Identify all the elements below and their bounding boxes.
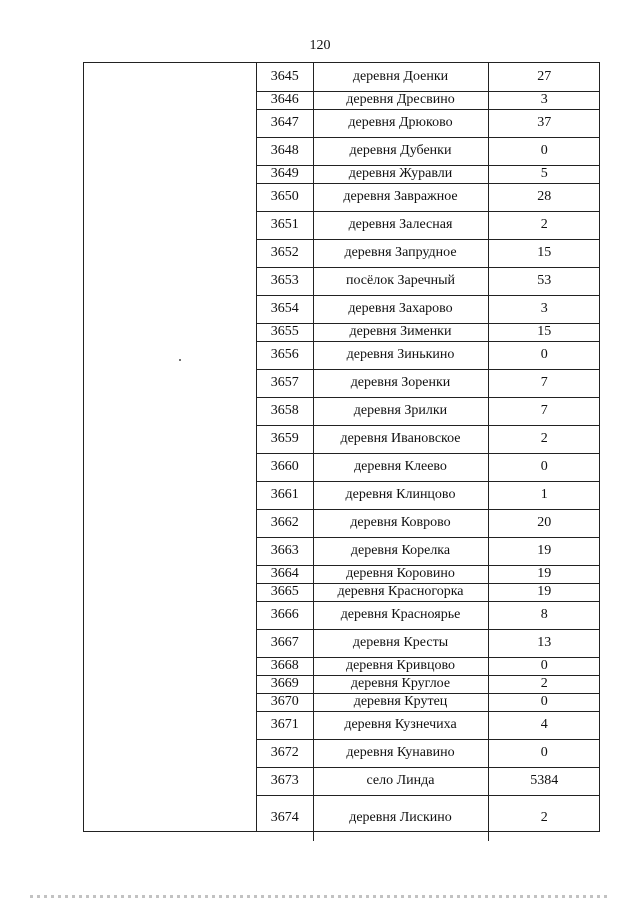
- table-row: [257, 211, 600, 239]
- settlement-number: 3647: [257, 109, 313, 137]
- settlement-value: 19: [488, 583, 600, 601]
- settlement-value: 5: [488, 165, 600, 183]
- settlement-number: 3674: [257, 795, 313, 841]
- settlement-name: деревня Журавли: [313, 165, 488, 183]
- settlement-number: 3662: [257, 509, 313, 537]
- settlement-number: 3665: [257, 583, 313, 601]
- settlement-name: деревня Корелка: [313, 537, 488, 565]
- settlement-name: деревня Красногорка: [313, 583, 488, 601]
- table-row: [257, 481, 600, 509]
- settlement-number: 3652: [257, 239, 313, 267]
- settlement-name: деревня Лискино: [313, 795, 488, 841]
- settlement-name: деревня Зрилки: [313, 397, 488, 425]
- settlement-value: 5384: [488, 767, 600, 795]
- settlement-name: деревня Клеево: [313, 453, 488, 481]
- table-row: [257, 675, 600, 693]
- left-empty-column: [84, 63, 257, 831]
- table-row: [257, 601, 600, 629]
- settlement-name: деревня Залесная: [313, 211, 488, 239]
- settlement-value: 7: [488, 397, 600, 425]
- settlement-value: 0: [488, 341, 600, 369]
- settlement-name: деревня Дрюково: [313, 109, 488, 137]
- table-row: [257, 239, 600, 267]
- scan-footer-noise: [30, 895, 610, 898]
- settlement-value: 2: [488, 211, 600, 239]
- settlement-value: 0: [488, 739, 600, 767]
- settlement-value: 15: [488, 323, 600, 341]
- settlement-number: 3670: [257, 693, 313, 711]
- settlement-number: 3650: [257, 183, 313, 211]
- table-row: [257, 341, 600, 369]
- settlement-number: 3666: [257, 601, 313, 629]
- settlements-table: [83, 62, 600, 832]
- table-row: [257, 267, 600, 295]
- settlement-name: деревня Кресты: [313, 629, 488, 657]
- table-row: [257, 165, 600, 183]
- settlement-value: 0: [488, 453, 600, 481]
- settlement-value: 1: [488, 481, 600, 509]
- settlement-name: деревня Зинькино: [313, 341, 488, 369]
- settlement-value: 2: [488, 675, 600, 693]
- settlement-value: 2: [540, 810, 548, 826]
- settlement-name: деревня Кривцово: [313, 657, 488, 675]
- table-row: [257, 537, 600, 565]
- settlement-name: деревня Клинцово: [313, 481, 488, 509]
- settlement-name: деревня Коврово: [313, 509, 488, 537]
- settlement-number: 3663: [257, 537, 313, 565]
- settlement-number: 3660: [257, 453, 313, 481]
- table-row: [257, 795, 600, 841]
- settlement-name: деревня Кузнечиха: [313, 711, 488, 739]
- settlement-number: 3664: [257, 565, 313, 583]
- table-row: [257, 453, 600, 481]
- settlement-value: 0: [488, 657, 600, 675]
- settlement-value: 19: [488, 565, 600, 583]
- settlement-number: 3659: [257, 425, 313, 453]
- stray-mark: [179, 359, 181, 361]
- settlement-number: 3654: [257, 295, 313, 323]
- table-row: [257, 739, 600, 767]
- settlement-name: деревня Круглое: [313, 675, 488, 693]
- settlement-number: 3658: [257, 397, 313, 425]
- settlement-name: деревня Коровино: [313, 565, 488, 583]
- settlement-value: 20: [488, 509, 600, 537]
- settlement-number: 3648: [257, 137, 313, 165]
- settlement-number: 3667: [257, 629, 313, 657]
- settlement-number: 3672: [257, 739, 313, 767]
- table-row: [257, 369, 600, 397]
- settlement-number: 3673: [257, 767, 313, 795]
- settlement-value: 27: [488, 63, 600, 91]
- table-row: [257, 509, 600, 537]
- table-row: [257, 91, 600, 109]
- settlement-name: село Линда: [313, 767, 488, 795]
- settlement-number: 3668: [257, 657, 313, 675]
- table-row: [257, 323, 600, 341]
- table-row: [257, 425, 600, 453]
- settlement-number: 3669: [257, 675, 313, 693]
- table-row: [257, 711, 600, 739]
- settlement-value: 8: [488, 601, 600, 629]
- table-row: [257, 397, 600, 425]
- settlement-name: деревня Доенки: [313, 63, 488, 91]
- settlement-name: посёлок Заречный: [313, 267, 488, 295]
- settlement-value: 13: [488, 629, 600, 657]
- settlement-name: деревня Дресвино: [313, 91, 488, 109]
- page-number: 120: [309, 38, 331, 53]
- table-row: [257, 693, 600, 711]
- settlement-value: 4: [488, 711, 600, 739]
- settlement-number: 3645: [257, 63, 313, 91]
- table-row: [257, 629, 600, 657]
- settlement-number: 3653: [257, 267, 313, 295]
- settlement-value: 19: [488, 537, 600, 565]
- settlement-name: деревня Захарово: [313, 295, 488, 323]
- settlement-value: 2: [488, 425, 600, 453]
- settlement-value: 28: [488, 183, 600, 211]
- settlement-number: 3651: [257, 211, 313, 239]
- settlements-grid: [257, 63, 600, 841]
- settlement-value: 3: [488, 295, 600, 323]
- settlement-value: 0: [488, 137, 600, 165]
- settlement-value: 3: [488, 91, 600, 109]
- settlement-number: 3646: [257, 91, 313, 109]
- table-row: [257, 583, 600, 601]
- table-row: [257, 565, 600, 583]
- settlement-number: 3649: [257, 165, 313, 183]
- settlement-value: 7: [488, 369, 600, 397]
- settlement-number: 3656: [257, 341, 313, 369]
- settlement-number: 3661: [257, 481, 313, 509]
- settlement-name: деревня Дубенки: [313, 137, 488, 165]
- table-row: [257, 657, 600, 675]
- table-row: [257, 183, 600, 211]
- settlement-name: деревня Запрудное: [313, 239, 488, 267]
- settlement-name: деревня Зименки: [313, 323, 488, 341]
- settlement-number: 3671: [257, 711, 313, 739]
- settlement-name: деревня Красноярье: [313, 601, 488, 629]
- table-row: [257, 137, 600, 165]
- settlement-value: 15: [488, 239, 600, 267]
- settlement-value: 0: [488, 693, 600, 711]
- settlement-value: 53: [488, 267, 600, 295]
- table-row: [257, 63, 600, 91]
- settlement-name: деревня Кунавино: [313, 739, 488, 767]
- settlement-value: 37: [488, 109, 600, 137]
- settlement-number: 3657: [257, 369, 313, 397]
- settlement-name: деревня Зоренки: [313, 369, 488, 397]
- table-row: [257, 767, 600, 795]
- settlement-name: деревня Крутец: [313, 693, 488, 711]
- table-row: [257, 295, 600, 323]
- settlement-name: деревня Завражное: [313, 183, 488, 211]
- table-row: [257, 109, 600, 137]
- settlement-name: деревня Ивановское: [313, 425, 488, 453]
- settlement-number: 3655: [257, 323, 313, 341]
